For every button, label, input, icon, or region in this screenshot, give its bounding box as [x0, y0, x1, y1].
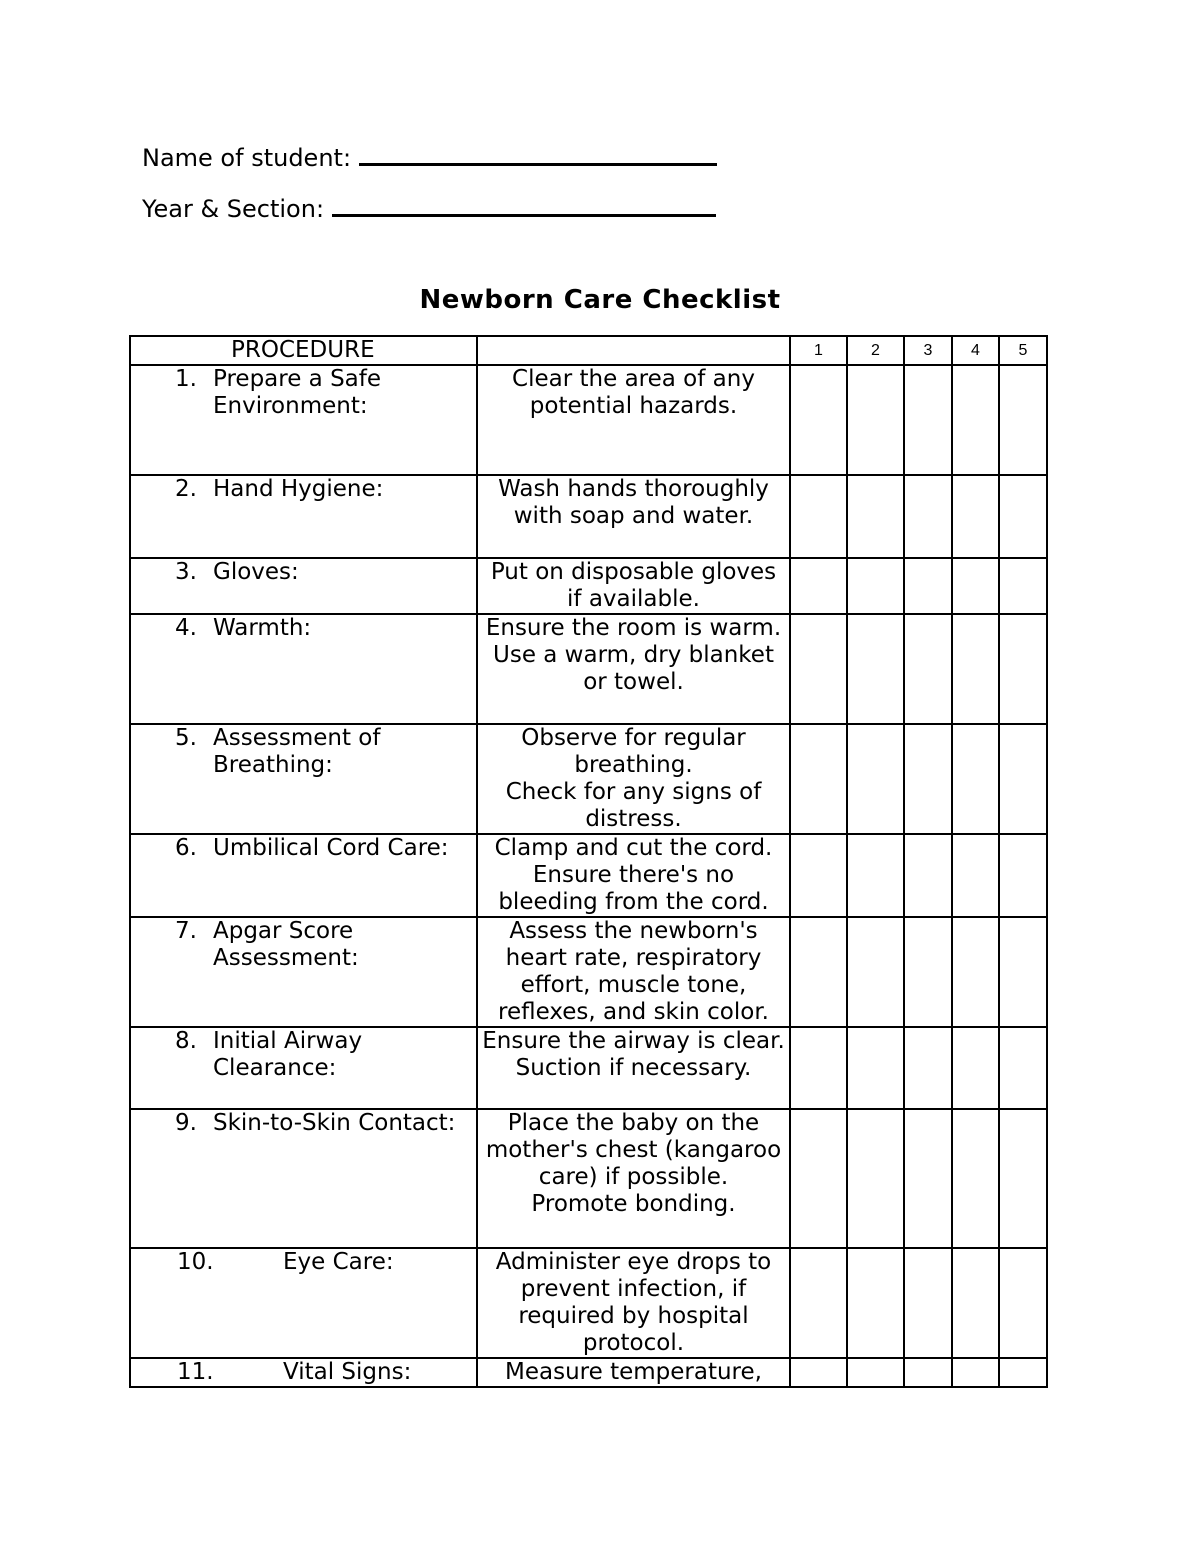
score-cell-3[interactable]	[904, 724, 952, 834]
procedure-name: Vital Signs:	[283, 1359, 412, 1385]
score-cell-3[interactable]	[904, 1027, 952, 1109]
score-cell-2[interactable]	[847, 1109, 904, 1248]
description-text: Ensure the room is warm.	[485, 615, 782, 641]
description-cell	[477, 1248, 790, 1358]
procedure-name: Eye Care:	[283, 1249, 394, 1275]
score-cell-5[interactable]	[999, 724, 1047, 834]
procedure-name: Initial Airway Clearance:	[213, 1028, 363, 1081]
procedure-cell	[130, 1027, 477, 1109]
student-name-label: Name of student:	[142, 144, 352, 172]
table-row	[130, 724, 1047, 834]
table-row	[130, 558, 1047, 614]
procedure-number: 8.	[175, 1028, 197, 1054]
description-cell	[477, 917, 790, 1027]
score-cell-5[interactable]	[999, 834, 1047, 917]
table-row	[130, 1109, 1047, 1248]
score-cell-3[interactable]	[904, 614, 952, 724]
score-cell-1[interactable]	[790, 365, 847, 475]
score-header-4: 4	[952, 336, 999, 365]
year-section-label: Year & Section:	[142, 195, 325, 223]
table-row	[130, 834, 1047, 917]
procedure-name: Skin-to-Skin Contact:	[213, 1110, 456, 1136]
procedure-cell	[130, 834, 477, 917]
procedure-number: 11.	[177, 1359, 214, 1385]
score-cell-3[interactable]	[904, 365, 952, 475]
procedure-number: 2.	[175, 476, 197, 502]
procedure-cell	[130, 614, 477, 724]
score-cell-2[interactable]	[847, 834, 904, 917]
description-text: Suction if necessary.	[515, 1055, 752, 1081]
procedure-name: Warmth:	[213, 615, 312, 641]
score-cell-3[interactable]	[904, 475, 952, 558]
score-cell-4[interactable]	[952, 1027, 999, 1109]
description-text: Administer eye drops to prevent infection, if required by hospital protocol.	[495, 1249, 772, 1356]
description-cell	[477, 724, 790, 834]
description-text: Check for any signs of distress.	[505, 779, 762, 832]
score-cell-5[interactable]	[999, 1358, 1047, 1387]
table-row	[130, 1358, 1047, 1387]
score-cell-1[interactable]	[790, 1109, 847, 1248]
description-text: Place the baby on the mother's chest (kangaroo care) if possible.	[485, 1110, 782, 1190]
procedure-cell	[130, 475, 477, 558]
score-header-2: 2	[847, 336, 904, 365]
checklist-table	[129, 335, 1048, 1388]
score-cell-2[interactable]	[847, 558, 904, 614]
procedure-number: 6.	[175, 835, 197, 861]
score-cell-2[interactable]	[847, 614, 904, 724]
description-text: Put on disposable gloves if available.	[490, 559, 777, 612]
table-row	[130, 475, 1047, 558]
procedure-number: 4.	[175, 615, 197, 641]
score-cell-2[interactable]	[847, 1027, 904, 1109]
score-cell-4[interactable]	[952, 558, 999, 614]
description-text: Assess the newborn's heart rate, respiratory effort, muscle tone, reflexes, and skin color.	[498, 918, 769, 1025]
score-cell-1[interactable]	[790, 558, 847, 614]
procedure-cell	[130, 724, 477, 834]
score-header-1: 1	[790, 336, 847, 365]
score-cell-4[interactable]	[952, 1109, 999, 1248]
score-cell-2[interactable]	[847, 475, 904, 558]
table-row	[130, 1027, 1047, 1109]
procedure-number: 3.	[175, 559, 197, 585]
score-cell-1[interactable]	[790, 834, 847, 917]
score-cell-1[interactable]	[790, 1358, 847, 1387]
score-cell-1[interactable]	[790, 1248, 847, 1358]
year-section-field	[142, 194, 716, 223]
procedure-name: Apgar Score Assessment:	[213, 918, 359, 971]
student-name-field	[142, 143, 717, 172]
score-cell-4[interactable]	[952, 1248, 999, 1358]
procedure-name: Gloves:	[213, 559, 299, 585]
procedure-name: Assessment of Breathing:	[213, 725, 381, 778]
score-cell-2[interactable]	[847, 917, 904, 1027]
procedure-name: Prepare a Safe Environment:	[213, 366, 382, 419]
score-cell-4[interactable]	[952, 475, 999, 558]
description-cell	[477, 1358, 790, 1387]
description-text: Ensure the airway is clear.	[482, 1028, 785, 1054]
score-cell-4[interactable]	[952, 724, 999, 834]
score-cell-1[interactable]	[790, 475, 847, 558]
description-text: Promote bonding.	[531, 1191, 736, 1217]
procedure-cell	[130, 1109, 477, 1248]
score-cell-2[interactable]	[847, 1248, 904, 1358]
table-row	[130, 1248, 1047, 1358]
score-cell-2[interactable]	[847, 1358, 904, 1387]
procedure-cell	[130, 1248, 477, 1358]
score-cell-4[interactable]	[952, 365, 999, 475]
procedure-number: 10.	[177, 1249, 214, 1275]
description-cell	[477, 1027, 790, 1109]
score-cell-4[interactable]	[952, 614, 999, 724]
student-name-blank[interactable]	[359, 143, 717, 166]
score-cell-5[interactable]	[999, 1248, 1047, 1358]
description-text: Clamp and cut the cord.	[494, 835, 773, 861]
score-cell-2[interactable]	[847, 724, 904, 834]
score-cell-5[interactable]	[999, 475, 1047, 558]
score-cell-3[interactable]	[904, 834, 952, 917]
description-text: Ensure there's no bleeding from the cord.	[498, 862, 769, 915]
table-header-row	[130, 336, 1047, 365]
score-cell-5[interactable]	[999, 558, 1047, 614]
description-text: Measure temperature,	[505, 1359, 762, 1385]
score-header-3: 3	[904, 336, 952, 365]
description-header	[477, 336, 790, 365]
procedure-number: 9.	[175, 1110, 197, 1136]
procedure-number: 1.	[175, 366, 197, 392]
score-header-5: 5	[999, 336, 1047, 365]
procedure-cell	[130, 558, 477, 614]
description-text: Use a warm, dry blanket or towel.	[493, 642, 774, 695]
score-cell-4[interactable]	[952, 1358, 999, 1387]
procedure-header: PROCEDURE	[130, 336, 477, 365]
score-cell-5[interactable]	[999, 917, 1047, 1027]
score-cell-4[interactable]	[952, 917, 999, 1027]
score-cell-5[interactable]	[999, 365, 1047, 475]
table-row	[130, 917, 1047, 1027]
description-cell	[477, 834, 790, 917]
score-cell-3[interactable]	[904, 1248, 952, 1358]
score-cell-5[interactable]	[999, 1109, 1047, 1248]
score-cell-5[interactable]	[999, 1027, 1047, 1109]
procedure-cell	[130, 365, 477, 475]
procedure-cell	[130, 1358, 477, 1387]
score-cell-3[interactable]	[904, 558, 952, 614]
description-cell	[477, 558, 790, 614]
description-cell	[477, 1109, 790, 1248]
description-cell	[477, 614, 790, 724]
table-row	[130, 614, 1047, 724]
description-text: Observe for regular breathing.	[521, 725, 746, 778]
procedure-number: 5.	[175, 725, 197, 751]
procedure-name: Hand Hygiene:	[213, 476, 384, 502]
description-cell	[477, 475, 790, 558]
description-text: Wash hands thoroughly with soap and water.	[498, 476, 769, 529]
procedure-name: Umbilical Cord Care:	[213, 835, 449, 861]
score-cell-5[interactable]	[999, 614, 1047, 724]
score-cell-4[interactable]	[952, 834, 999, 917]
page-title: Newborn Care Checklist	[419, 285, 781, 315]
procedure-cell	[130, 917, 477, 1027]
score-cell-1[interactable]	[790, 917, 847, 1027]
score-cell-1[interactable]	[790, 1027, 847, 1109]
table-row	[130, 365, 1047, 475]
score-cell-2[interactable]	[847, 365, 904, 475]
description-text: Clear the area of any potential hazards.	[512, 366, 755, 419]
score-cell-3[interactable]	[904, 1109, 952, 1248]
description-cell	[477, 365, 790, 475]
procedure-number: 7.	[175, 918, 197, 944]
score-cell-1[interactable]	[790, 724, 847, 834]
score-cell-3[interactable]	[904, 917, 952, 1027]
score-cell-1[interactable]	[790, 614, 847, 724]
year-section-blank[interactable]	[332, 194, 716, 217]
score-cell-3[interactable]	[904, 1358, 952, 1387]
